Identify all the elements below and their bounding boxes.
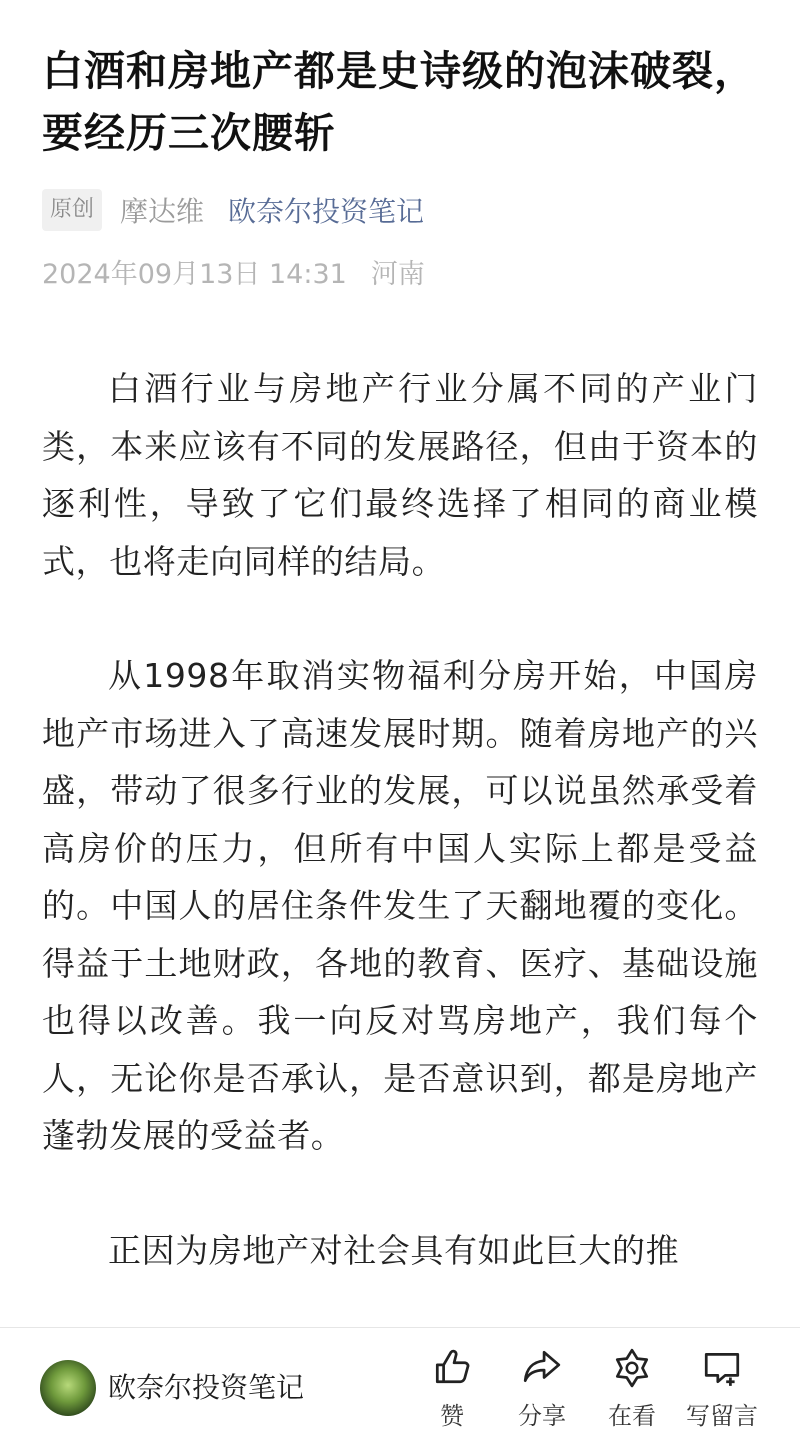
paragraph: 从1998年取消实物福利分房开始，中国房地产市场进入了高速发展时期。随着房地产的兴盛，带动了很多行业的发展，可以说虽然承受着高房价的压力，但所有中国人实际上都是受益的。中国人的居住条件发生了天翻地覆的变化。得益于土地财政，各地的教育、医疗、基础设施也得以改善。我一向反对骂房地产，我们每个人，无论你是否承认，是否意识到，都是房地产蓬勃发展的受益者。 (42, 656, 758, 1155)
share-icon (521, 1346, 563, 1388)
article-body (42, 360, 758, 1336)
star-flower-icon (611, 1346, 653, 1388)
bottom-account-name[interactable]: 欧奈尔投资笔记 (108, 1371, 305, 1404)
original-tag: 原创 (42, 189, 102, 231)
comment-button[interactable] (677, 1346, 767, 1431)
wow-button[interactable] (587, 1346, 677, 1431)
thumbs-up-icon (431, 1346, 473, 1388)
author-name: 摩达维 (120, 195, 205, 228)
paragraph: 正因为房地产对社会具有如此巨大的推 (108, 1230, 680, 1270)
share-label: 分享 (518, 1402, 566, 1430)
like-label: 赞 (440, 1402, 464, 1430)
publish-location: 河南 (370, 259, 425, 290)
like-button[interactable] (407, 1346, 497, 1431)
bottom-action-bar (0, 1327, 800, 1448)
publish-date: 2024年09月13日 14:31 (42, 259, 347, 290)
article-title: 白酒和房地产都是史诗级的泡沫破裂，要经历三次腰斩 (42, 47, 756, 157)
publish-info (42, 252, 425, 291)
account-avatar[interactable] (40, 1360, 96, 1416)
comment-add-icon (701, 1346, 743, 1388)
comment-label: 写留言 (686, 1402, 758, 1430)
account-link[interactable]: 欧奈尔投资笔记 (228, 195, 425, 228)
share-button[interactable] (497, 1346, 587, 1431)
paragraph: 白酒行业与房地产行业分属不同的产业门类，本来应该有不同的发展路径，但由于资本的逐利性，导致了它们最终选择了相同的商业模式，也将走向同样的结局。 (42, 369, 758, 581)
article-meta (42, 188, 424, 232)
wow-label: 在看 (608, 1402, 656, 1430)
